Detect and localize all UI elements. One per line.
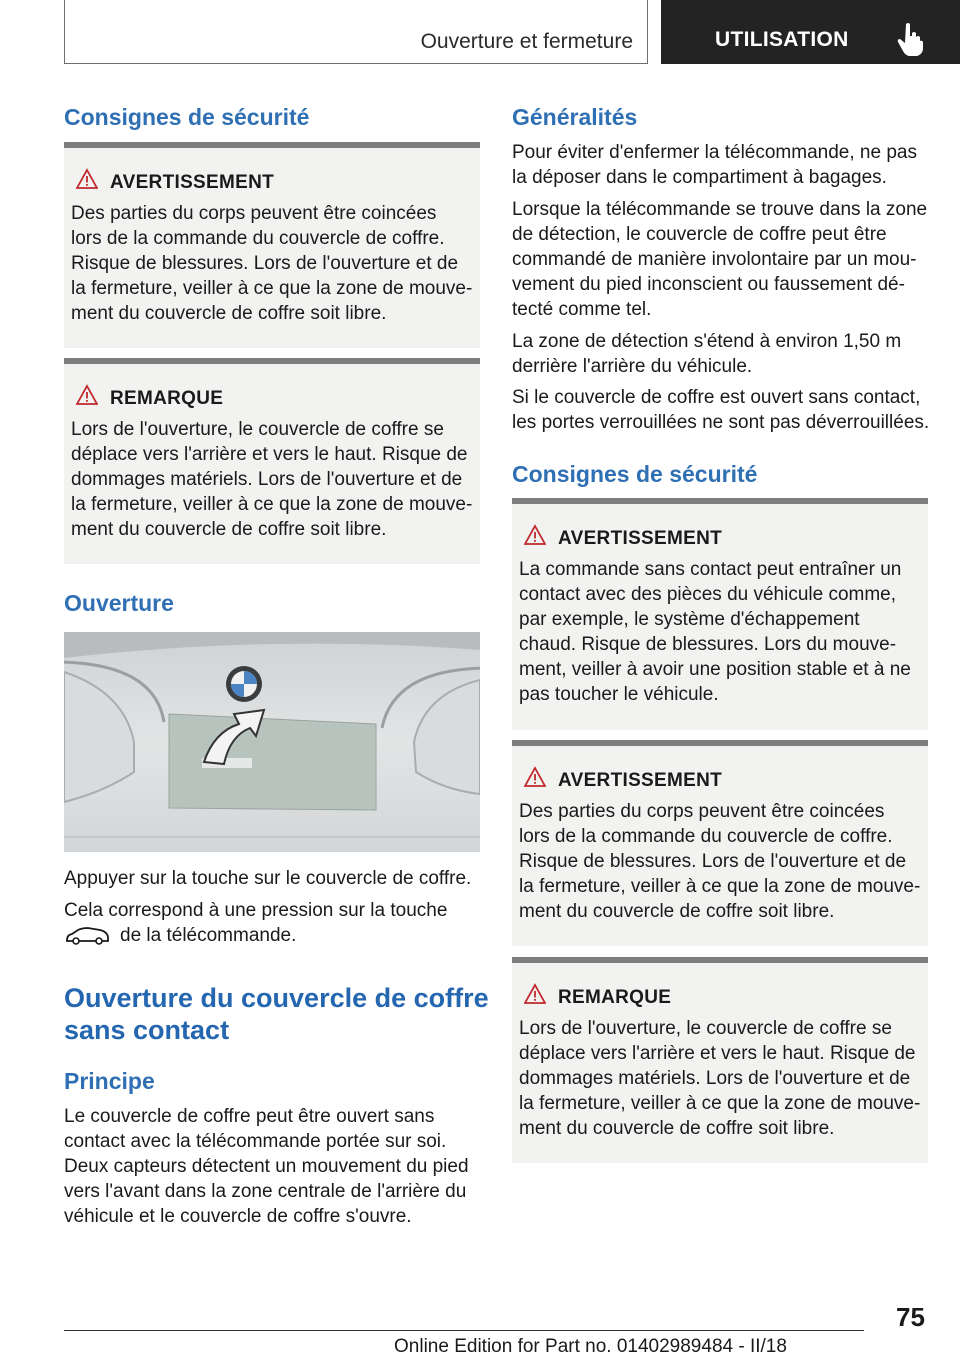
general-para-4: Si le couvercle de coffre est ouvert sans contact, les portes verrouillées ne sont pas déverrouillées. <box>512 387 930 433</box>
warning-triangle-icon <box>524 524 546 546</box>
note-text: Lors de l'ouverture, le couvercle de coffre se déplace vers l'arrière et vers le haut. Risque de dommages matériels. Lors de l'ouverture et de la fermeture, veiller à ce que la zone de mouve‐ ment du couvercle de coffre soit libre. <box>71 419 473 540</box>
note-label: REMARQUE <box>110 388 224 409</box>
hand-pointer-icon <box>895 22 925 56</box>
remote-line-2: de la télécommande. <box>64 923 296 948</box>
warning-triangle-icon <box>524 766 546 788</box>
warning-box <box>512 498 928 730</box>
note-label: REMARQUE <box>558 987 672 1008</box>
warning-label: AVERTISSEMENT <box>110 172 275 193</box>
header-section-box <box>64 0 648 64</box>
header-chapter-title: UTILISATION <box>715 28 849 51</box>
warning-text: La commande sans contact peut entraîner un contact avec des pièces du véhicule comme, par exemple, le système d'échappement chaud. Risque de blessures. Lors du mouve‐ ment, veiller à avoir une position stable et à ne pas toucher le véhicule. <box>519 559 911 705</box>
heading-opening: Ouverture <box>64 590 174 616</box>
heading-touchless-line1: Ouverture du couvercle de coffre <box>64 983 489 1013</box>
remote-line-1: Cela correspond à une pression sur la touche <box>64 900 448 921</box>
header-chapter-tab <box>661 0 960 64</box>
warning-label: AVERTISSEMENT <box>558 770 723 791</box>
warning-text: Des parties du corps peuvent être coincées lors de la commande du couvercle de coffre. Risque de blessures. Lors de l'ouverture et de la fermeture, veiller à ce que la zone de mouve‐ ment du couvercle de coffre soit libre. <box>519 801 921 922</box>
heading-general: Généralités <box>512 104 638 130</box>
principle-text: Le couvercle de coffre peut être ouvert sans contact avec la télécommande portée sur soi. Deux capteurs détectent un mouvement du pied vers l'avant dans la zone centrale de l'arrière du véhicule et le couvercle de coffre s'ouvre. <box>64 1106 469 1227</box>
heading-safety-right: Consignes de sécurité <box>512 461 758 487</box>
note-box <box>64 358 480 564</box>
warning-box <box>64 142 480 348</box>
heading-principle: Principe <box>64 1068 155 1094</box>
warning-triangle-icon <box>76 168 98 190</box>
warning-text: Des parties du corps peuvent être coincées lors de la commande du couvercle de coffre. Risque de blessures. Lors de l'ouverture et de la fermeture, veiller à ce que la zone de mouve‐ ment du couvercle de coffre soit libre. <box>71 203 473 324</box>
general-para-2: Lorsque la télécommande se trouve dans la zone de détection, le couvercle de coffre peut être commandé de manière involontaire par un mou‐ vement du pied inconscient ou faussement dé‐ tecté comme tel. <box>512 199 928 320</box>
trunk-lid-photo <box>64 632 480 852</box>
page-number: 75 <box>896 1302 925 1332</box>
note-text: Lors de l'ouverture, le couvercle de coffre se déplace vers l'arrière et vers le haut. Risque de dommages matériels. Lors de l'ouverture et de la fermeture, veiller à ce que la zone de mouve‐ ment du couvercle de coffre soit libre. <box>519 1018 921 1139</box>
footer-edition: Online Edition for Part no. 01402989484 - II/18 <box>394 1336 787 1357</box>
note-box <box>512 957 928 1163</box>
warning-label: AVERTISSEMENT <box>558 528 723 549</box>
warning-box <box>512 740 928 946</box>
heading-touchless-line2: sans contact <box>64 1015 230 1045</box>
header-section-title: Ouverture et fermeture <box>420 30 633 53</box>
heading-safety-left: Consignes de sécurité <box>64 104 310 130</box>
general-para-3: La zone de détection s'étend à environ 1,50 m derrière l'arrière du véhicule. <box>512 331 902 377</box>
general-para-1: Pour éviter d'enfermer la télécommande, ne pas la déposer dans le compartiment à bagages. <box>512 142 917 188</box>
warning-triangle-icon <box>76 384 98 406</box>
caption-press-button: Appuyer sur la touche sur le couvercle de coffre. <box>64 868 472 889</box>
car-trunk-icon <box>64 926 110 946</box>
footer-divider <box>64 1330 864 1331</box>
warning-triangle-icon <box>524 983 546 1005</box>
